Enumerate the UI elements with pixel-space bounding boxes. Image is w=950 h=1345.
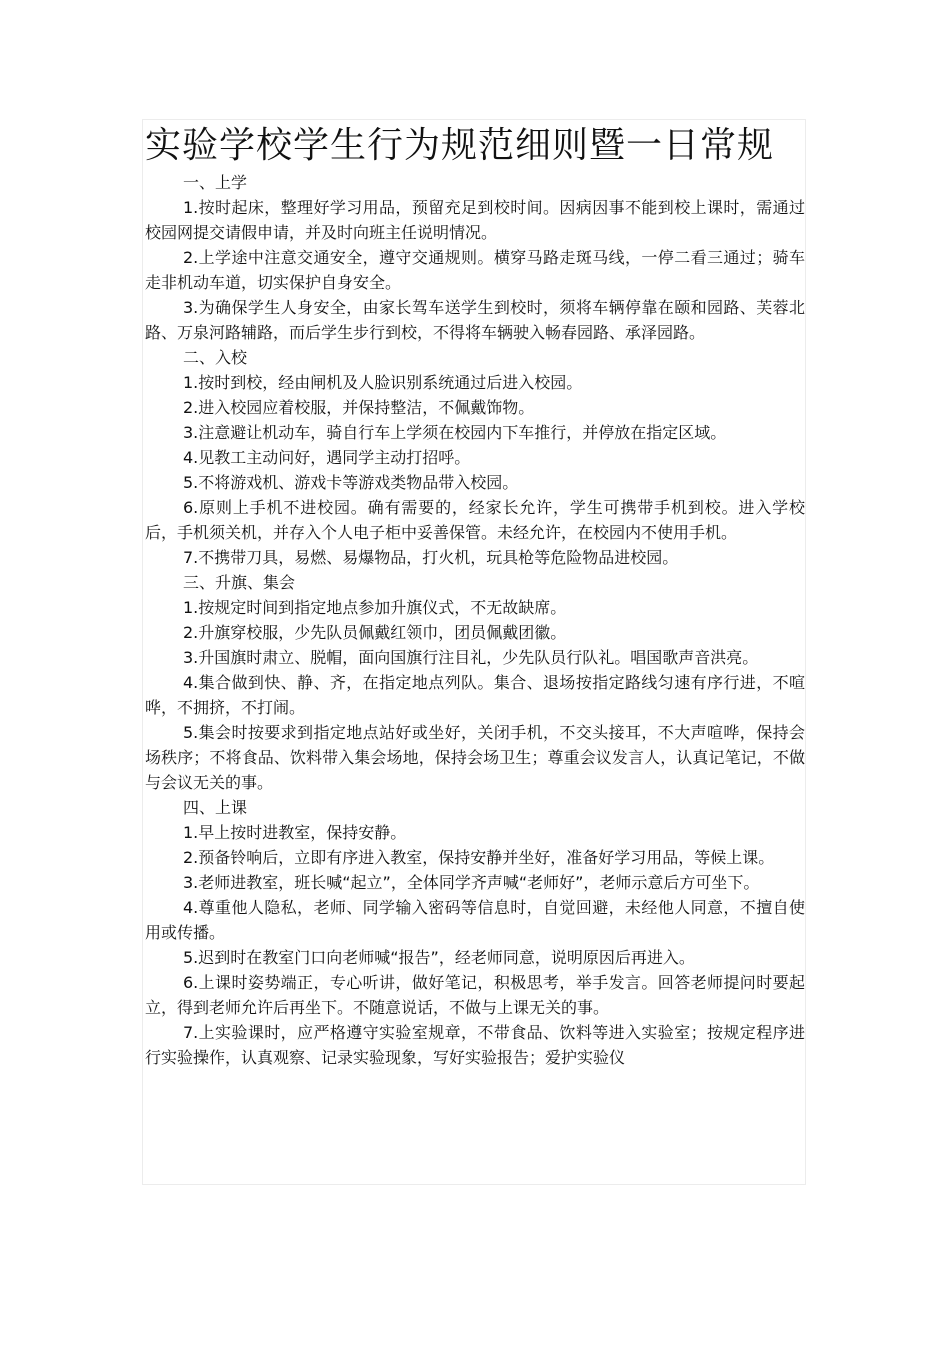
list-item: 1.按时起床，整理好学习用品，预留充足到校时间。因病因事不能到校上课时，需通过校园网提交请假申请，并及时向班主任说明情况。	[145, 198, 805, 242]
list-item: 7.不携带刀具，易燃、易爆物品，打火机，玩具枪等危险物品进校园。	[183, 548, 679, 567]
section-heading: 一、上学	[183, 173, 248, 192]
list-item: 2.上学途中注意交通安全，遵守交通规则。横穿马路走斑马线，一停二看三通过；骑车走非机动车道，切实保护自身安全。	[145, 248, 805, 292]
list-item: 4.见教工主动问好，遇同学主动打招呼。	[183, 448, 471, 467]
document-body	[145, 122, 805, 1184]
list-item: 2.进入校园应着校服，并保持整洁，不佩戴饰物。	[183, 398, 535, 417]
list-item: 4.尊重他人隐私，老师、同学输入密码等信息时，自觉回避，未经他人同意，不擅自使用或传播。	[145, 898, 805, 942]
list-item: 4.集合做到快、静、齐，在指定地点列队。集合、退场按指定路线匀速有序行进，不喧哗，不拥挤，不打闹。	[145, 673, 805, 717]
list-item: 3.升国旗时肃立、脱帽，面向国旗行注目礼，少先队员行队礼。唱国歌声音洪亮。	[183, 648, 759, 667]
list-item: 6.原则上手机不进校园。确有需要的，经家长允许，学生可携带手机到校。进入学校后，手机须关机，并存入个人电子柜中妥善保管。未经允许，在校园内不使用手机。	[145, 498, 805, 542]
list-item: 7.上实验课时，应严格遵守实验室规章，不带食品、饮料等进入实验室；按规定程序进行实验操作，认真观察、记录实验现象，写好实验报告；爱护实验仪	[145, 1023, 805, 1067]
list-item: 3.为确保学生人身安全，由家长驾车送学生到校时，须将车辆停靠在颐和园路、芙蓉北路、万泉河路辅路，而后学生步行到校，不得将车辆驶入畅春园路、承泽园路。	[145, 298, 805, 342]
section-heading: 三、升旗、集会	[183, 573, 296, 592]
list-item: 6.上课时姿势端正，专心听讲，做好笔记，积极思考，举手发言。回答老师提问时要起立，得到老师允许后再坐下。不随意说话，不做与上课无关的事。	[145, 973, 805, 1017]
list-item: 3.老师进教室，班长喊“起立”，全体同学齐声喊“老师好”，老师示意后方可坐下。	[183, 873, 760, 892]
list-item: 5.迟到时在教室门口向老师喊“报告”，经老师同意，说明原因后再进入。	[183, 948, 695, 967]
list-item: 3.注意避让机动车，骑自行车上学须在校园内下车推行，并停放在指定区域。	[183, 423, 727, 442]
list-item: 2.升旗穿校服，少先队员佩戴红领巾，团员佩戴团徽。	[183, 623, 567, 642]
section-heading: 四、上课	[183, 798, 248, 817]
list-item: 1.按时到校，经由闸机及人脸识别系统通过后进入校园。	[183, 373, 583, 392]
list-item: 5.不将游戏机、游戏卡等游戏类物品带入校园。	[183, 473, 519, 492]
list-item: 2.预备铃响后，立即有序进入教室，保持安静并坐好，准备好学习用品，等候上课。	[183, 848, 775, 867]
list-item: 1.早上按时进教室，保持安静。	[183, 823, 407, 842]
list-item: 1.按规定时间到指定地点参加升旗仪式，不无故缺席。	[183, 598, 567, 617]
section-heading: 二、入校	[183, 348, 248, 367]
document-title: 实验学校学生行为规范细则暨一日常规	[145, 125, 775, 166]
list-item: 5.集会时按要求到指定地点站好或坐好，关闭手机，不交头接耳，不大声喧哗，保持会场秩序；不将食品、饮料带入集会场地，保持会场卫生；尊重会议发言人，认真记笔记，不做与会议无关的事。	[145, 723, 805, 792]
